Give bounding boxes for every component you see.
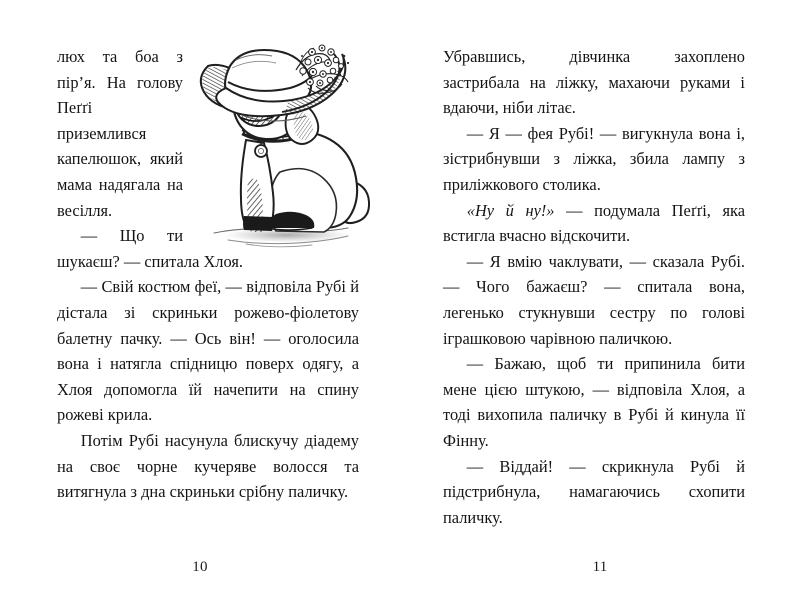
paragraph-rest: — подумала Пеґґі, яка встигла вчасно відскочити. xyxy=(443,200,746,246)
paragraph: — Віддай! — скрикнула Рубі й підстрибнула, намагаючись схопити паличку. xyxy=(443,456,745,527)
paragraph-with-italic xyxy=(443,198,745,249)
paragraph: Потім Рубі насунула блискучу діадему на своє чорне кучеряве волосся та витягнула з дна скриньки срібну паличку. xyxy=(57,430,359,502)
paragraph: Убравшись, дівчинка захоплено застрибала на ліжку, махаючи руками і вдаючи, ніби літає. xyxy=(443,47,745,118)
page-right xyxy=(400,0,800,616)
right-column-text xyxy=(443,44,745,530)
page-number-right: 11 xyxy=(592,559,608,575)
paragraph: — Бажаю, щоб ти припинила бити мене цією штукою, — відповіла Хлоя, а тоді вихопила паличку в Рубі й кинула її Фінну. xyxy=(443,354,745,450)
paragraph: — Я вмію чаклувати, — сказала Рубі. — Чого бажаєш? — спитала вона, легенько стукнувши сестру по голові іграшковою чарівною паличкою. xyxy=(443,251,745,348)
paragraph: — Свій костюм феї, — відповіла Рубі й дістала зі скриньки рожево-фіолетову балетну пачку. — Ось він! — оголосила вона і натягла спідницю поверх одягу, а Хлоя допомогла їй начепити на спину рожеві крила. xyxy=(57,277,359,425)
italic-thought-phrase: «Ну й ну!» xyxy=(466,200,555,220)
left-column-text xyxy=(57,44,359,505)
paragraph: — Я — фея Рубі! — вигукнула вона і, зістрибнувши з ліжка, збила лампу з приліжкового столика. xyxy=(443,123,745,194)
page-number-left: 10 xyxy=(192,559,208,575)
paragraph: люх та боа з пір’я. На голову Пеґґі приземлився капелюшок, який мама надягала на весілля. xyxy=(57,47,183,220)
paragraph: — Що ти шукаєш? — спитала Хлоя. xyxy=(57,226,244,271)
illustration-text-wrap-spacer xyxy=(187,44,359,234)
